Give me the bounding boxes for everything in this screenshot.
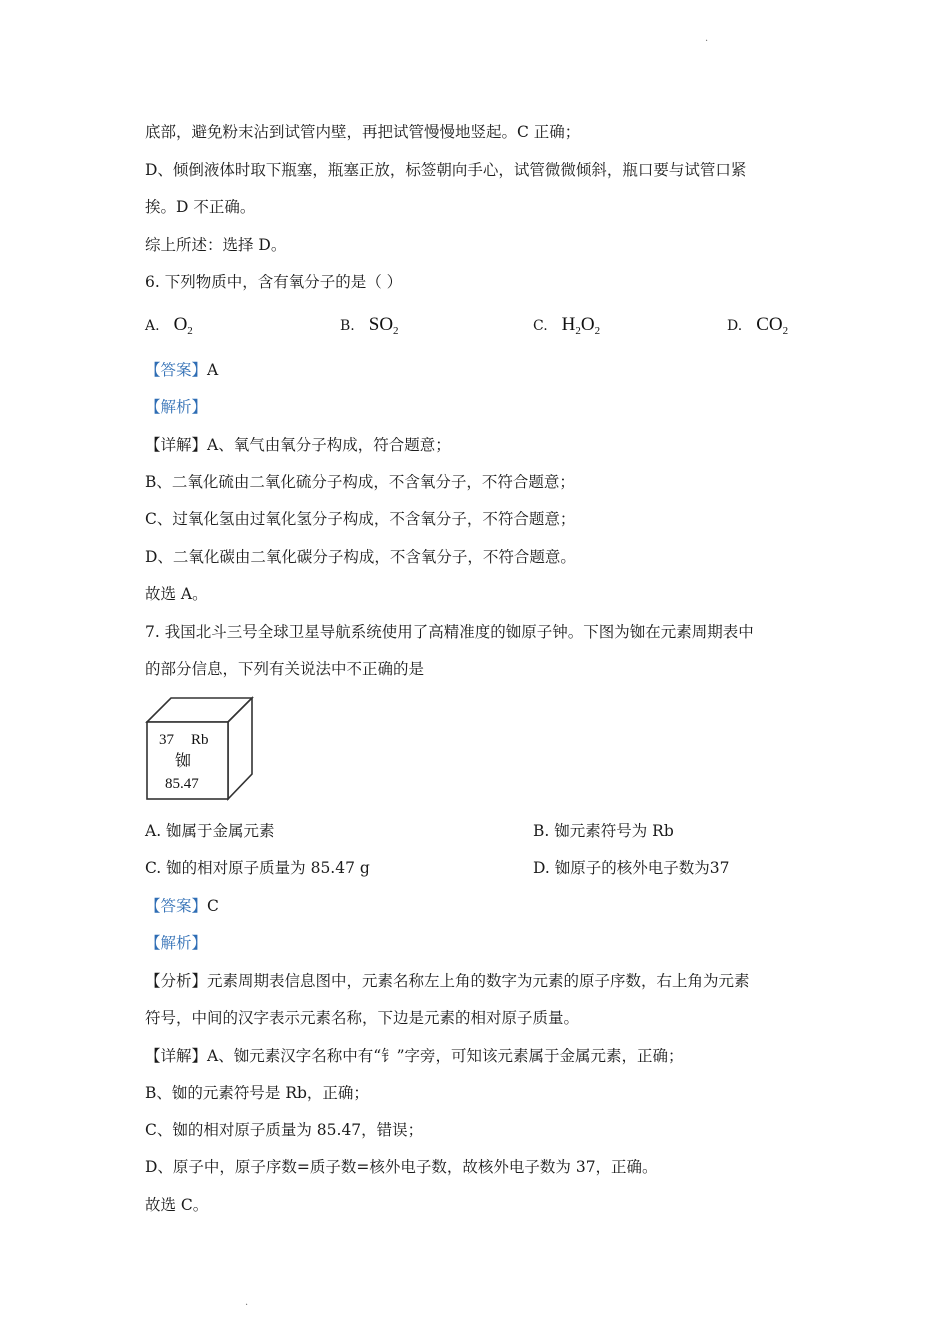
answer-tag: 【答案】 — [145, 361, 208, 379]
question-6-stem: 6. 下列物质中，含有氧分子的是（ ） — [145, 273, 403, 291]
detail-tag: 【详解】 — [145, 1047, 208, 1065]
q6-analysis-tag — [145, 397, 207, 417]
formula-main: O — [173, 314, 188, 335]
q7-option-c: C. 铷的相对原子质量为 85.47 g — [145, 859, 370, 877]
element-symbol: Rb — [191, 732, 209, 748]
formula-main: CO — [756, 314, 783, 335]
formula-subscript: 2 — [782, 325, 789, 337]
q7-detail-c: C、铷的相对原子质量为 85.47，错误； — [145, 1121, 424, 1139]
answer-value: C — [207, 897, 219, 915]
analysis-tag: 【解析】 — [145, 934, 208, 952]
q7-option-a: A. 铷属于金属元素 — [145, 822, 275, 840]
formula-main: O — [580, 314, 595, 335]
fenxi-text: 元素周期表信息图中，元素名称左上角的数字为元素的原子序数，右上角为元素 — [207, 972, 750, 990]
element-cube-svg — [145, 696, 255, 802]
formula-subscript: 2 — [575, 325, 581, 337]
formula-subscript: 2 — [393, 325, 399, 337]
q7-analysis-tag — [145, 933, 207, 953]
q6-conclusion: 故选 A。 — [145, 585, 208, 603]
q6-answer — [145, 360, 218, 380]
q6-option-c — [533, 314, 600, 337]
answer-tag: 【答案】 — [145, 897, 208, 915]
formula-subscript: 2 — [594, 325, 601, 337]
q6-option-b — [340, 314, 399, 337]
element-cell-figure — [145, 696, 255, 802]
bottom-dot-mark: · — [245, 1300, 249, 1311]
q7-answer — [145, 896, 219, 916]
formula-main: H — [561, 314, 576, 335]
top-dot-mark: · — [705, 36, 709, 47]
paragraph-line: 底部，避免粉末沾到试管内壁，再把试管慢慢地竖起。C 正确； — [145, 123, 581, 141]
q6-detail-d: D、二氧化碳由二氧化碳分子构成，不含氧分子，不符合题意。 — [145, 548, 576, 566]
answer-value: A — [207, 361, 219, 379]
question-7-stem-line1: 7. 我国北斗三号全球卫星导航系统使用了高精准度的铷原子钟。下图为铷在元素周期表中 — [145, 623, 754, 641]
formula-subscript: 2 — [187, 325, 193, 337]
paragraph-line: 挨。D 不正确。 — [145, 198, 256, 216]
q7-fenxi-line1 — [145, 971, 750, 991]
option-letter: C. — [533, 318, 548, 334]
option-letter: D. — [727, 318, 743, 334]
formula-main: SO — [368, 314, 394, 335]
question-7-stem-line2: 的部分信息，下列有关说法中不正确的是 — [145, 660, 425, 678]
q6-detail-c: C、过氧化氢由过氧化氢分子构成，不含氧分子，不符合题意； — [145, 510, 576, 528]
q6-detail-a — [145, 435, 451, 455]
fenxi-tag: 【分析】 — [145, 972, 208, 990]
q7-option-b: B. 铷元素符号为 Rb — [533, 822, 674, 840]
paragraph-line: 综上所述：选择 D。 — [145, 236, 287, 254]
q7-detail-b: B、铷的元素符号是 Rb，正确； — [145, 1084, 369, 1102]
analysis-tag: 【解析】 — [145, 398, 208, 416]
option-letter: A. — [145, 318, 160, 334]
detail-text: A、氧气由氧分子构成，符合题意； — [207, 436, 451, 454]
q6-option-d — [727, 314, 788, 337]
formula-h2o2 — [562, 314, 600, 335]
atomic-mass: 85.47 — [165, 776, 199, 792]
formula-so2 — [369, 314, 399, 335]
q6-option-a — [145, 314, 193, 337]
q7-detail-a — [145, 1046, 684, 1066]
q7-conclusion: 故选 C。 — [145, 1196, 209, 1214]
q7-detail-d: D、原子中，原子序数=质子数=核外电子数，故核外电子数为 37，正确。 — [145, 1158, 658, 1176]
detail-tag: 【详解】 — [145, 436, 208, 454]
q7-option-d: D. 铷原子的核外电子数为37 — [533, 859, 730, 877]
element-name: 铷 — [175, 753, 192, 770]
q7-fenxi-line2: 符号，中间的汉字表示元素名称，下边是元素的相对原子质量。 — [145, 1009, 580, 1027]
q6-detail-b: B、二氧化硫由二氧化硫分子构成，不含氧分子，不符合题意； — [145, 473, 575, 491]
detail-text: A、铷元素汉字名称中有“钅”字旁，可知该元素属于金属元素，正确； — [207, 1047, 684, 1065]
formula-co2 — [756, 314, 788, 335]
formula-o2 — [174, 314, 193, 335]
option-letter: B. — [340, 318, 355, 334]
paragraph-line: D、倾倒液体时取下瓶塞，瓶塞正放，标签朝向手心，试管微微倾斜，瓶口要与试管口紧 — [145, 161, 747, 179]
atomic-number: 37 — [159, 732, 174, 748]
